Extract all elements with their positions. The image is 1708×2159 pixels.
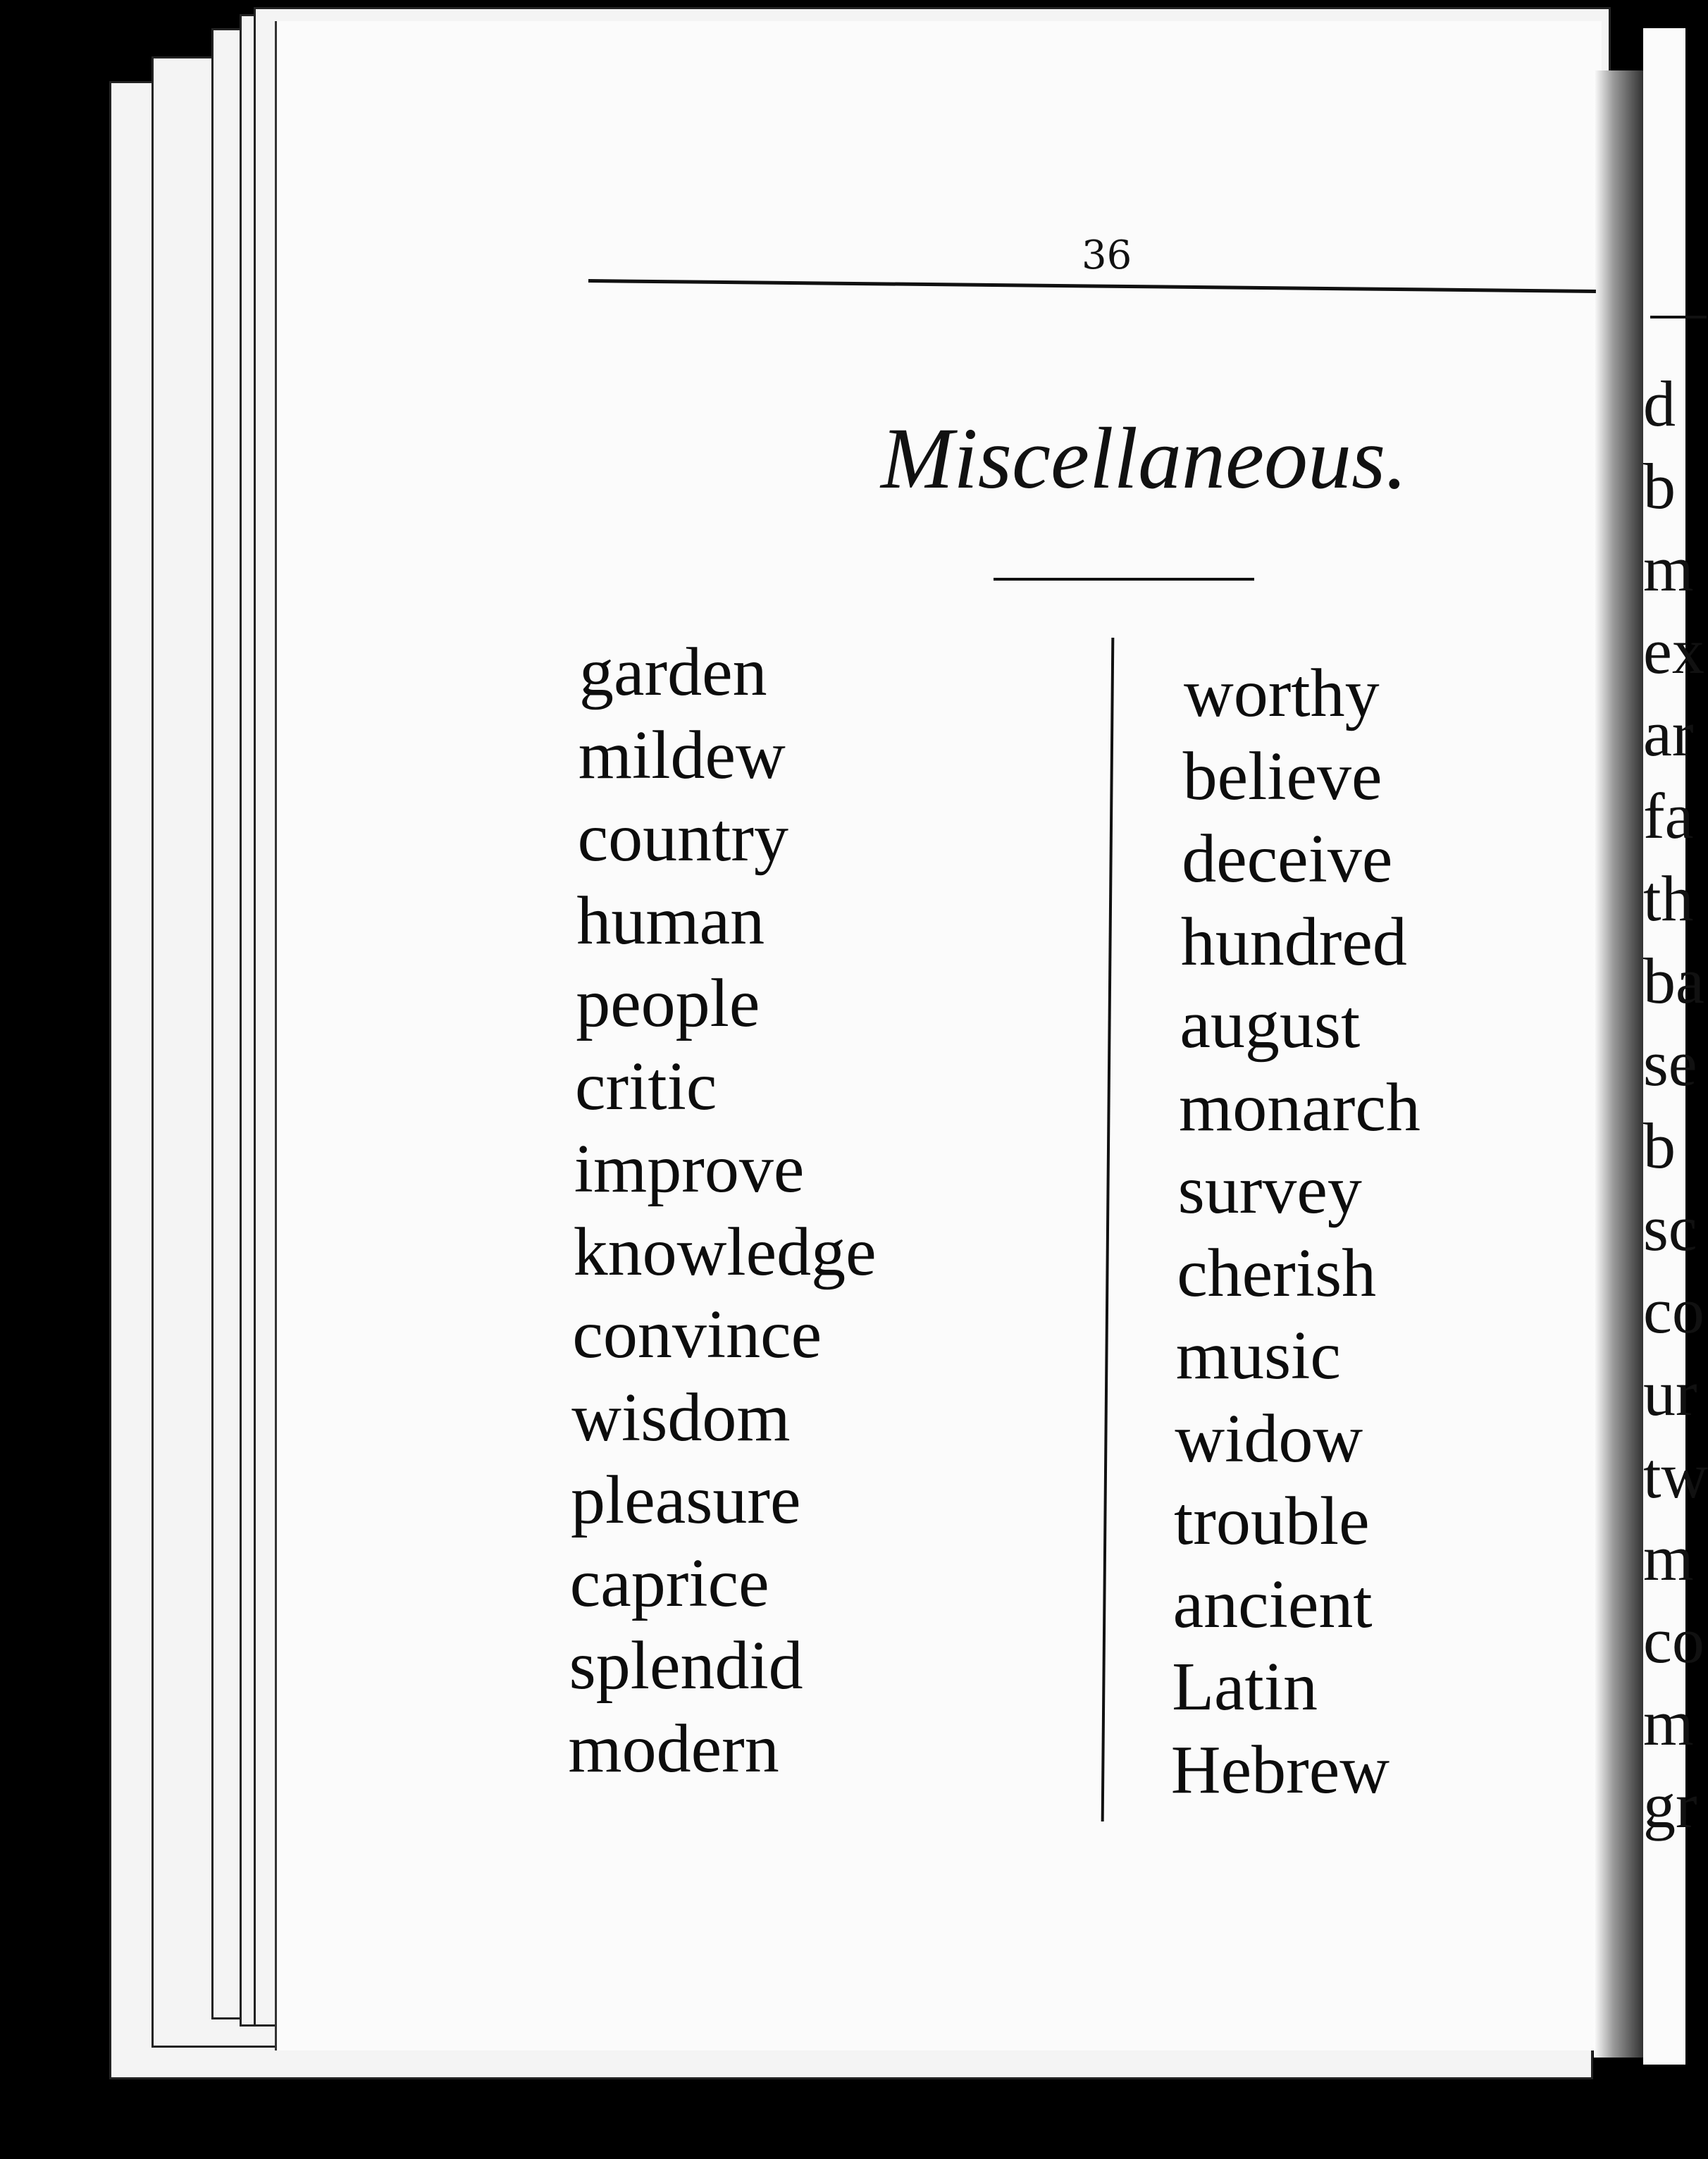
facing-text-fragment: ar [1643, 698, 1694, 769]
facing-text-fragment: d [1643, 368, 1676, 440]
word-entry: mildew [578, 717, 786, 793]
facing-text-fragment: sc [1643, 1192, 1697, 1264]
word-entry: Latin [1172, 1649, 1318, 1725]
word-entry: critic [575, 1048, 717, 1125]
facing-text-fragment: m [1643, 1687, 1694, 1759]
facing-text-fragment: co [1643, 1275, 1704, 1347]
word-entry: worthy [1184, 655, 1380, 731]
word-entry: knowledge [573, 1213, 877, 1290]
word-entry: country [577, 800, 788, 876]
facing-text-fragment: fa [1643, 780, 1694, 852]
word-entry: garden [579, 634, 767, 710]
word-entry: deceive [1182, 821, 1393, 897]
word-entry: caprice [569, 1545, 769, 1621]
word-entry: music [1175, 1318, 1341, 1394]
facing-text-fragment: se [1643, 1027, 1697, 1099]
title-rule [994, 578, 1254, 581]
facing-text-fragment: m [1643, 533, 1694, 605]
word-entry: august [1180, 986, 1361, 1063]
word-entry: trouble [1174, 1483, 1370, 1559]
facing-text-fragment: b [1643, 1110, 1676, 1182]
word-entry: splendid [569, 1628, 803, 1704]
page-number: 36 [1082, 233, 1132, 278]
facing-text-fragment: gr [1643, 1769, 1697, 1841]
word-entry: survey [1177, 1152, 1362, 1228]
facing-text-fragment: ba [1643, 945, 1704, 1017]
facing-text-fragment: m [1643, 1522, 1694, 1594]
word-entry: wisdom [571, 1379, 791, 1456]
word-entry: believe [1182, 738, 1382, 815]
facing-text-fragment: ex [1643, 615, 1704, 687]
word-entry: ancient [1172, 1566, 1373, 1643]
word-entry: people [576, 965, 760, 1041]
book-page [275, 21, 1602, 2050]
word-entry: monarch [1179, 1069, 1421, 1146]
facing-text-fragment: ur [1643, 1357, 1697, 1429]
facing-text-fragment: th [1643, 862, 1694, 934]
word-entry: improve [574, 1131, 805, 1207]
word-entry: cherish [1177, 1235, 1377, 1311]
word-entry: hundred [1180, 903, 1407, 980]
facing-page-rule [1650, 316, 1707, 318]
word-entry: pleasure [571, 1462, 801, 1538]
page-title: Miscellaneous. [881, 410, 1408, 507]
word-entry: convince [572, 1297, 822, 1373]
book-gutter [1594, 70, 1643, 2058]
facing-text-fragment: tw [1643, 1440, 1708, 1511]
word-entry: human [576, 882, 765, 959]
facing-page [1643, 28, 1708, 2065]
facing-text-fragment: b [1643, 450, 1676, 522]
facing-text-fragment: co [1643, 1604, 1704, 1676]
word-entry: modern [568, 1710, 779, 1787]
word-entry: widow [1175, 1400, 1363, 1477]
word-entry: Hebrew [1170, 1731, 1390, 1808]
